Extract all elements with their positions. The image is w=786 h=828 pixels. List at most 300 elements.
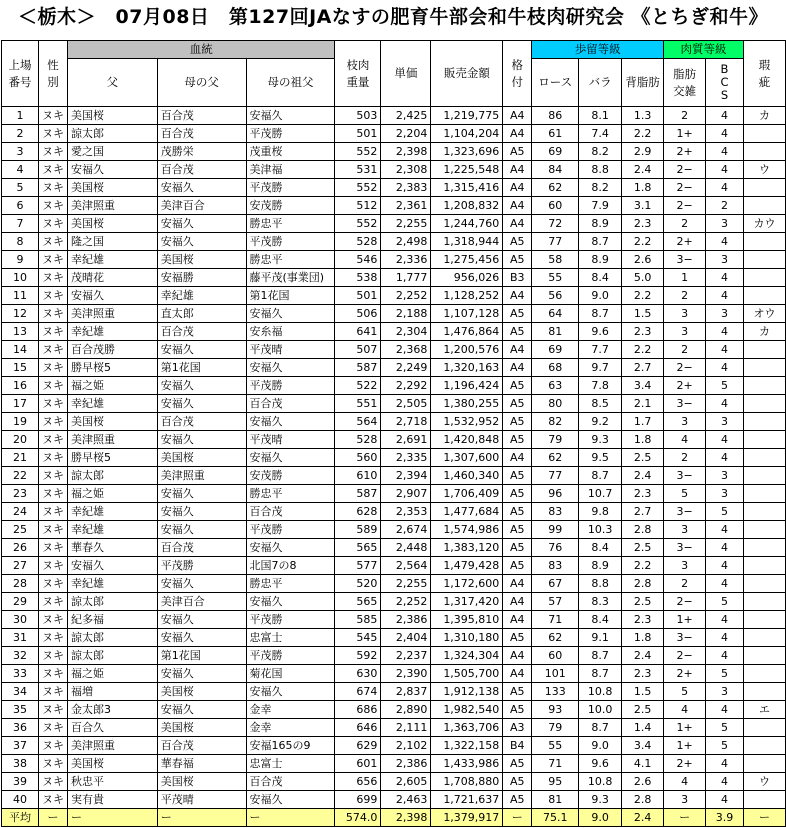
table-cell: 3 <box>2 143 39 161</box>
header-dam-sire: 母の父 <box>157 59 246 107</box>
table-row <box>2 305 786 323</box>
table-cell: 9.5 <box>579 449 622 467</box>
table-cell: A4 <box>503 593 532 611</box>
table-row <box>2 629 786 647</box>
table-cell: 2,448 <box>381 539 431 557</box>
table-cell <box>743 719 785 737</box>
average-row <box>2 809 786 827</box>
header-rib: バラ <box>579 59 622 107</box>
table-cell: 平茂勝 <box>246 179 335 197</box>
table-cell: ヌキ <box>38 503 67 521</box>
table-cell: ヌキ <box>38 143 67 161</box>
table-cell: 安福久 <box>157 629 246 647</box>
table-cell: ヌキ <box>38 791 67 809</box>
table-cell: 10.0 <box>579 701 622 719</box>
table-cell: 美津百合 <box>157 593 246 611</box>
table-cell: 3 <box>706 215 744 233</box>
table-cell <box>743 593 785 611</box>
table-cell: 2,255 <box>381 215 431 233</box>
table-row <box>2 107 786 125</box>
table-cell: 1.8 <box>622 431 664 449</box>
table-cell: 24 <box>2 503 39 521</box>
table-cell: 5 <box>706 593 744 611</box>
table-row <box>2 467 786 485</box>
table-cell: 安福久 <box>157 179 246 197</box>
header-weight: 枝肉 重量 <box>335 41 381 107</box>
table-cell: 4 <box>706 107 744 125</box>
table-cell: 3 <box>664 791 706 809</box>
table-cell: 1+ <box>664 719 706 737</box>
table-cell: 2.2 <box>622 287 664 305</box>
table-cell: 諒太郎 <box>67 125 157 143</box>
table-cell: 実有貴 <box>67 791 157 809</box>
table-cell: 4 <box>664 773 706 791</box>
table-cell: 2,398 <box>381 143 431 161</box>
table-cell: 安福久 <box>157 377 246 395</box>
table-cell: ヌキ <box>38 611 67 629</box>
table-cell: A4 <box>503 611 532 629</box>
table-cell: 5 <box>664 683 706 701</box>
table-cell: A4 <box>503 161 532 179</box>
table-cell <box>743 755 785 773</box>
table-cell <box>743 377 785 395</box>
table-cell: 4 <box>706 629 744 647</box>
table-cell: 安福久 <box>157 701 246 719</box>
average-cell: ー <box>38 809 67 827</box>
table-cell: 2+ <box>664 143 706 161</box>
table-cell: ヌキ <box>38 737 67 755</box>
table-cell: 安福久 <box>157 665 246 683</box>
table-cell: 27 <box>2 557 39 575</box>
table-cell: 8.8 <box>579 575 622 593</box>
average-cell: 2.4 <box>622 809 664 827</box>
table-cell: カ <box>743 107 785 125</box>
table-cell: 628 <box>335 503 381 521</box>
table-cell: 6 <box>2 197 39 215</box>
table-cell: 646 <box>335 719 381 737</box>
table-cell: 隆之国 <box>67 233 157 251</box>
table-cell: 2,111 <box>381 719 431 737</box>
table-cell: 2− <box>664 161 706 179</box>
table-cell: ヌキ <box>38 485 67 503</box>
table-cell: 10.7 <box>579 485 622 503</box>
table-cell: 79 <box>532 431 579 449</box>
table-cell: 2,907 <box>381 485 431 503</box>
table-cell: ヌキ <box>38 431 67 449</box>
table-cell: 平茂晴 <box>246 341 335 359</box>
table-cell: 3 <box>706 485 744 503</box>
table-cell: 2,255 <box>381 575 431 593</box>
table-cell: 2 <box>664 575 706 593</box>
table-cell: 565 <box>335 539 381 557</box>
table-cell: 美津照重 <box>67 305 157 323</box>
table-cell: 2,394 <box>381 467 431 485</box>
table-cell: 2,498 <box>381 233 431 251</box>
table-cell: 紀多福 <box>67 611 157 629</box>
table-cell: 5.0 <box>622 269 664 287</box>
table-cell: 1,479,428 <box>431 557 503 575</box>
table-cell: 美国桜 <box>157 773 246 791</box>
table-cell: 秋忠平 <box>67 773 157 791</box>
table-cell: 2.3 <box>622 323 664 341</box>
table-cell: 4 <box>706 287 744 305</box>
table-cell: 2.2 <box>622 557 664 575</box>
table-cell: A4 <box>503 125 532 143</box>
table-cell: 8.7 <box>579 665 622 683</box>
table-cell: 安福久 <box>246 593 335 611</box>
table-cell: 2,308 <box>381 161 431 179</box>
table-cell: 金太郎3 <box>67 701 157 719</box>
table-row <box>2 161 786 179</box>
table-cell: B4 <box>503 737 532 755</box>
table-cell: 安福久 <box>157 521 246 539</box>
table-cell: ヌキ <box>38 233 67 251</box>
table-cell: 諒太郎 <box>67 629 157 647</box>
table-cell: 577 <box>335 557 381 575</box>
table-cell: 2,404 <box>381 629 431 647</box>
average-cell: ー <box>503 809 532 827</box>
table-header <box>2 41 786 107</box>
table-cell: 1.8 <box>622 629 664 647</box>
table-cell: A4 <box>503 665 532 683</box>
table-cell: 安福久 <box>246 107 335 125</box>
table-cell: 忠富士 <box>246 629 335 647</box>
table-cell: 4 <box>706 773 744 791</box>
header-sex: 性 別 <box>38 41 67 107</box>
table-row <box>2 737 786 755</box>
table-cell: 茂勝栄 <box>157 143 246 161</box>
table-cell: 699 <box>335 791 381 809</box>
table-cell: 安福久 <box>67 161 157 179</box>
table-cell: A3 <box>503 719 532 737</box>
table-cell: 4 <box>706 125 744 143</box>
table-cell: ヌキ <box>38 575 67 593</box>
table-cell: 2.1 <box>622 395 664 413</box>
table-cell: 2,252 <box>381 593 431 611</box>
table-cell: 2.2 <box>622 125 664 143</box>
table-cell: 62 <box>532 629 579 647</box>
table-cell: 4 <box>706 521 744 539</box>
table-cell: 1,200,576 <box>431 341 503 359</box>
table-cell: 5 <box>706 665 744 683</box>
table-cell: 2,505 <box>381 395 431 413</box>
table-cell: A5 <box>503 683 532 701</box>
table-cell: 3 <box>664 305 706 323</box>
table-cell: 1.5 <box>622 683 664 701</box>
table-cell: 勝忠平 <box>246 485 335 503</box>
table-cell: 31 <box>2 629 39 647</box>
table-cell: 4 <box>2 161 39 179</box>
table-cell: 百合茂 <box>157 413 246 431</box>
table-cell: 1,275,456 <box>431 251 503 269</box>
table-cell: 4 <box>706 323 744 341</box>
table-cell: 美国桜 <box>67 215 157 233</box>
table-cell: 2.2 <box>622 341 664 359</box>
table-cell: 2− <box>664 593 706 611</box>
table-cell: 2.9 <box>622 143 664 161</box>
table-cell: 3.4 <box>622 737 664 755</box>
table-cell: 8.8 <box>579 161 622 179</box>
table-cell: 8.5 <box>579 395 622 413</box>
table-cell: 4 <box>706 611 744 629</box>
table-cell: 3 <box>664 521 706 539</box>
table-cell: A5 <box>503 521 532 539</box>
table-cell: 7.4 <box>579 125 622 143</box>
table-cell: 2.6 <box>622 773 664 791</box>
table-cell: ヌキ <box>38 683 67 701</box>
table-cell: 金幸 <box>246 719 335 737</box>
table-body <box>2 107 786 827</box>
table-cell: 77 <box>532 467 579 485</box>
table-cell <box>743 629 785 647</box>
table-cell: 9.6 <box>579 323 622 341</box>
table-cell: 25 <box>2 521 39 539</box>
table-cell: A5 <box>503 143 532 161</box>
table-cell: 2.4 <box>622 647 664 665</box>
table-cell: 520 <box>335 575 381 593</box>
table-cell: ヌキ <box>38 269 67 287</box>
table-cell: 安福久 <box>157 485 246 503</box>
table-cell: 55 <box>532 737 579 755</box>
table-cell: 86 <box>532 107 579 125</box>
table-cell: 2,386 <box>381 611 431 629</box>
table-cell: ヌキ <box>38 773 67 791</box>
table-cell: 美津百合 <box>157 197 246 215</box>
table-cell: 安福久 <box>157 341 246 359</box>
table-cell: 560 <box>335 449 381 467</box>
table-cell: 1,315,416 <box>431 179 503 197</box>
table-cell: 37 <box>2 737 39 755</box>
table-cell: 2,361 <box>381 197 431 215</box>
table-row <box>2 791 786 809</box>
table-row <box>2 215 786 233</box>
table-cell: 5 <box>706 719 744 737</box>
header-quality-group: 肉質等級 <box>664 41 744 59</box>
table-cell: 4 <box>706 179 744 197</box>
table-cell: 9.6 <box>579 755 622 773</box>
table-cell: 安福久 <box>157 233 246 251</box>
table-cell: 美国桜 <box>67 107 157 125</box>
table-cell: 9.0 <box>579 287 622 305</box>
table-cell: 4.1 <box>622 755 664 773</box>
table-cell: 美津照重 <box>157 467 246 485</box>
table-cell: 538 <box>335 269 381 287</box>
header-dam-grandsire: 母の祖父 <box>246 59 335 107</box>
table-cell: カ <box>743 323 785 341</box>
table-cell: 美津照重 <box>67 197 157 215</box>
table-cell: 忠富士 <box>246 755 335 773</box>
table-cell: 2 <box>664 107 706 125</box>
table-cell: カウ <box>743 215 785 233</box>
table-cell: A5 <box>503 323 532 341</box>
table-cell: A5 <box>503 467 532 485</box>
table-row <box>2 701 786 719</box>
table-row <box>2 341 786 359</box>
table-cell: ヌキ <box>38 107 67 125</box>
table-cell: 3.4 <box>622 377 664 395</box>
table-cell: 1+ <box>664 737 706 755</box>
header-sire: 父 <box>67 59 157 107</box>
table-cell <box>743 179 785 197</box>
table-cell: ウ <box>743 161 785 179</box>
table-row <box>2 539 786 557</box>
table-cell: 3 <box>706 305 744 323</box>
table-cell: 68 <box>532 359 579 377</box>
table-cell: 9.0 <box>579 737 622 755</box>
table-cell: 4 <box>706 755 744 773</box>
table-cell: 14 <box>2 341 39 359</box>
table-cell <box>743 665 785 683</box>
table-cell: 2,890 <box>381 701 431 719</box>
table-cell <box>743 341 785 359</box>
table-cell: 84 <box>532 161 579 179</box>
table-cell: 2+ <box>664 377 706 395</box>
table-cell: 2,383 <box>381 179 431 197</box>
table-cell: 北国7の8 <box>246 557 335 575</box>
table-cell: ヌキ <box>38 629 67 647</box>
table-cell: 528 <box>335 233 381 251</box>
table-cell: 3− <box>664 251 706 269</box>
table-cell: ヌキ <box>38 359 67 377</box>
table-cell: 安福久 <box>246 413 335 431</box>
table-cell: 4 <box>706 269 744 287</box>
table-row <box>2 395 786 413</box>
table-cell: 528 <box>335 431 381 449</box>
table-cell: 1,477,684 <box>431 503 503 521</box>
header-grade: 格 付 <box>503 41 532 107</box>
table-cell: 1,708,880 <box>431 773 503 791</box>
table-cell: A4 <box>503 287 532 305</box>
table-row <box>2 773 786 791</box>
table-cell: 686 <box>335 701 381 719</box>
table-cell: 4 <box>706 395 744 413</box>
table-cell: 93 <box>532 701 579 719</box>
table-cell: A4 <box>503 107 532 125</box>
table-cell: 503 <box>335 107 381 125</box>
table-cell: ヌキ <box>38 323 67 341</box>
table-cell: 8.7 <box>579 467 622 485</box>
average-cell: 574.0 <box>335 809 381 827</box>
table-cell <box>743 251 785 269</box>
table-cell: 金幸 <box>246 701 335 719</box>
table-cell: 藤平茂(事業団) <box>246 269 335 287</box>
table-cell: 522 <box>335 377 381 395</box>
table-cell <box>743 611 785 629</box>
header-unit-price: 単価 <box>381 41 431 107</box>
table-cell: 63 <box>532 377 579 395</box>
table-cell: 35 <box>2 701 39 719</box>
table-cell: 83 <box>532 503 579 521</box>
table-cell: 4 <box>706 647 744 665</box>
table-cell <box>743 359 785 377</box>
average-cell: 1,379,917 <box>431 809 503 827</box>
table-cell: 2− <box>664 647 706 665</box>
table-cell: 3− <box>664 395 706 413</box>
table-cell: 8.9 <box>579 215 622 233</box>
table-cell: 2,188 <box>381 305 431 323</box>
table-cell: 9.3 <box>579 431 622 449</box>
table-cell: 5 <box>2 179 39 197</box>
table-cell: 64 <box>532 305 579 323</box>
table-cell: 安糸福 <box>246 323 335 341</box>
table-cell: 1,420,848 <box>431 431 503 449</box>
table-cell: 3− <box>664 539 706 557</box>
table-cell: 安茂勝 <box>246 197 335 215</box>
table-cell: 華春福 <box>157 755 246 773</box>
table-cell: 34 <box>2 683 39 701</box>
table-cell <box>743 125 785 143</box>
table-cell: 美国桜 <box>67 179 157 197</box>
table-cell: 百合久 <box>67 719 157 737</box>
table-cell: 501 <box>335 287 381 305</box>
table-cell: 安福久 <box>157 215 246 233</box>
table-cell: 安福久 <box>246 683 335 701</box>
table-cell: 72 <box>532 215 579 233</box>
table-cell: 幸紀雄 <box>67 323 157 341</box>
table-cell: 546 <box>335 251 381 269</box>
table-cell: 2 <box>664 449 706 467</box>
table-cell: 5 <box>706 377 744 395</box>
table-cell: オウ <box>743 305 785 323</box>
table-cell <box>743 233 785 251</box>
table-cell: 2+ <box>664 755 706 773</box>
table-row <box>2 179 786 197</box>
table-cell: 531 <box>335 161 381 179</box>
table-cell: 安福久 <box>67 557 157 575</box>
table-cell: 2.6 <box>622 251 664 269</box>
table-cell: 諒太郎 <box>67 467 157 485</box>
table-cell: 8.1 <box>579 107 622 125</box>
table-row <box>2 359 786 377</box>
table-cell: 36 <box>2 719 39 737</box>
table-cell: 81 <box>532 323 579 341</box>
table-cell: 58 <box>532 251 579 269</box>
table-cell: A5 <box>503 413 532 431</box>
header-loin: ロース <box>532 59 579 107</box>
table-cell: 2 <box>664 287 706 305</box>
table-cell <box>743 413 785 431</box>
table-cell: A5 <box>503 305 532 323</box>
table-cell: 19 <box>2 413 39 431</box>
table-cell: 9.7 <box>579 359 622 377</box>
table-cell: 96 <box>532 485 579 503</box>
average-cell: ー <box>664 809 706 827</box>
table-cell: ヌキ <box>38 215 67 233</box>
table-cell: 32 <box>2 647 39 665</box>
table-cell: 百合茂 <box>246 773 335 791</box>
table-cell: 83 <box>532 557 579 575</box>
table-cell: 2.3 <box>622 611 664 629</box>
page-title: ＜栃木＞ 07月08日 第127回JAなすの肥育牛部会和牛枝肉研究会 《とちぎ和牛》 <box>18 6 768 28</box>
table-cell: 2,102 <box>381 737 431 755</box>
table-cell: 2 <box>706 197 744 215</box>
table-cell: 641 <box>335 323 381 341</box>
table-cell: 1,912,138 <box>431 683 503 701</box>
table-cell: 2,368 <box>381 341 431 359</box>
table-cell: 第1花国 <box>157 359 246 377</box>
table-cell: 2,237 <box>381 647 431 665</box>
table-row <box>2 521 786 539</box>
table-cell: 2.5 <box>622 593 664 611</box>
table-row <box>2 431 786 449</box>
table-cell: 67 <box>532 575 579 593</box>
table-cell: 5 <box>706 503 744 521</box>
table-cell: 8.9 <box>579 557 622 575</box>
table-cell: 1.5 <box>622 305 664 323</box>
table-cell: A4 <box>503 341 532 359</box>
table-cell: A5 <box>503 251 532 269</box>
table-cell: 1,363,706 <box>431 719 503 737</box>
